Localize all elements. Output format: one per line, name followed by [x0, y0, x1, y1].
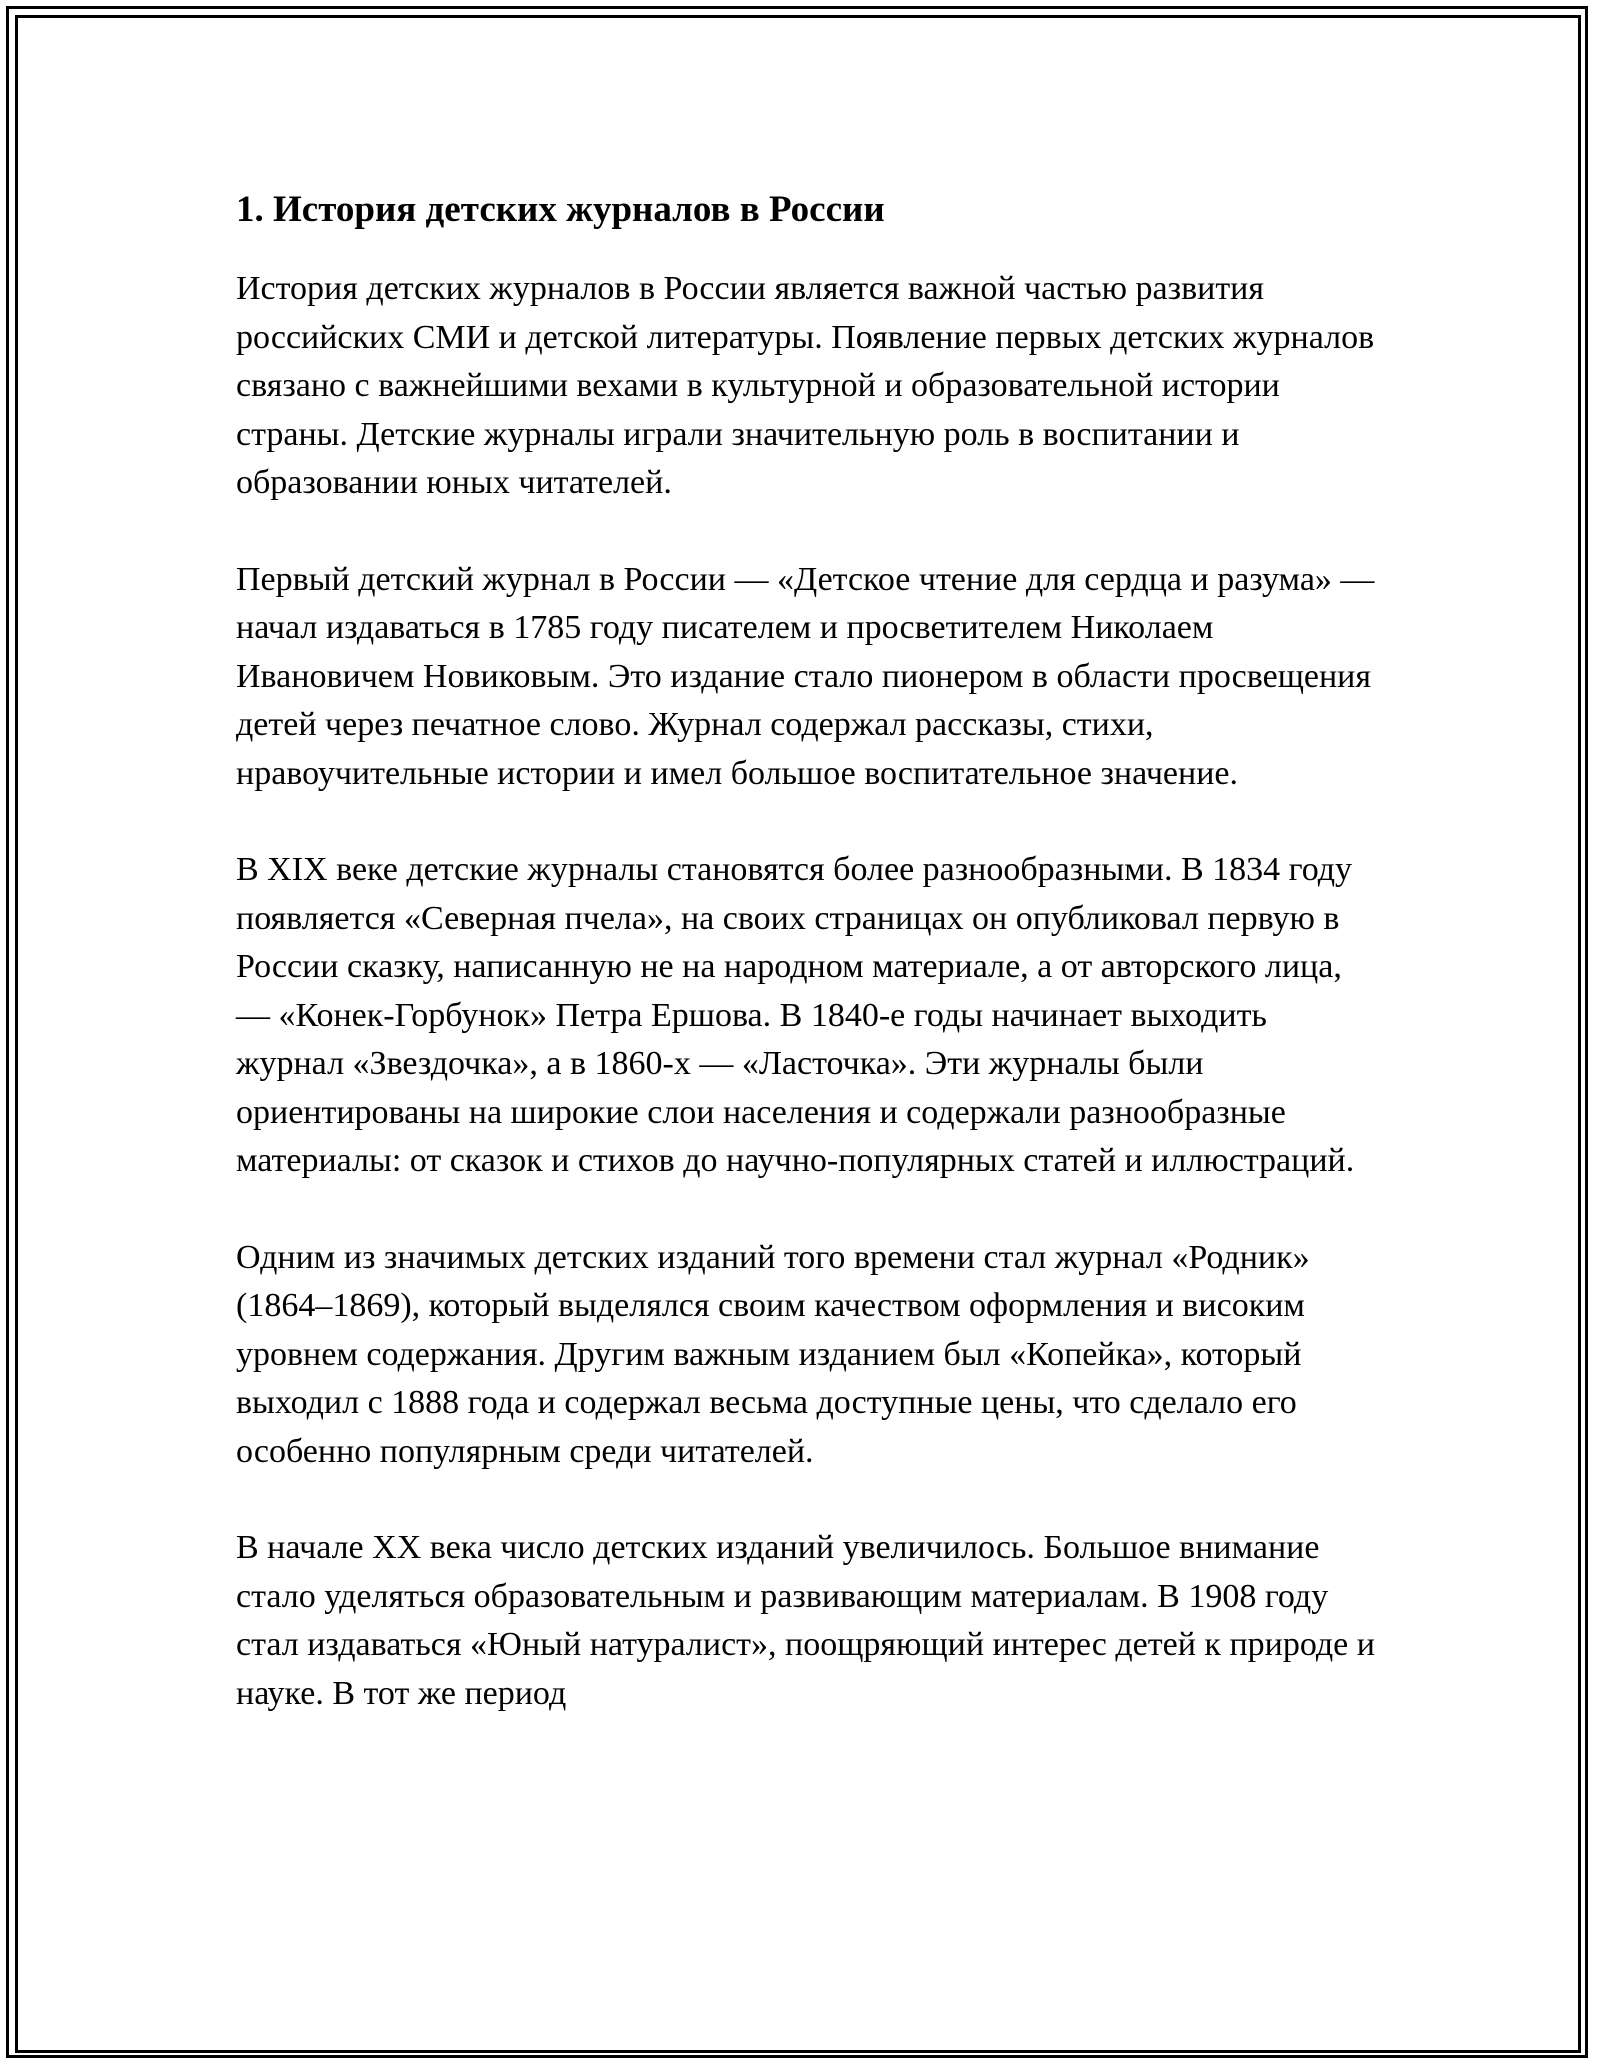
document-body — [236, 188, 1376, 1766]
paragraph-20th-century: В начале XX века число детских изданий увеличилось. Большое внимание стало уделяться образовательным и развивающим материалам. В 1908 году стал издаваться «Юный натуралист», поощряющий интерес детей к природе и науке. В тот же период — [236, 1529, 1375, 1712]
paragraph-first-journal: Первый детский журнал в России — «Детское чтение для сердца и разума» — начал издаваться в 1785 году писателем и просветителем Николаем Ивановичем Новиковым. Это издание стало пионером в области просвещения детей через печатное слово. Журнал содержал рассказы, стихи, нравоучительные истории и имел большое воспитательное значение. — [236, 560, 1375, 792]
section-heading: 1. История детских журналов в России — [236, 189, 885, 230]
paragraph-19th-century: В XIX веке детские журналы становятся более разнообразными. В 1834 году появляется «Северная пчела», на своих страницах он опубликовал первую в России сказку, написанную не на народном материале, а от авторского лица, — «Конек-Горбунок» Петра Ершова. В 1840-е годы начинает выходить журнал «Звездочка», а в 1860-х — «Ласточка». Эти журналы были ориентированы на широкие слои населения и содержали разнообразные материалы: от сказок и стихов до научно-популярных статей и иллюстраций. — [236, 851, 1355, 1179]
paragraph-intro: История детских журналов в России является важной частью развития российских СМИ и детской литературы. Появление первых детских журналов связано с важнейшими вехами в культурной и образовательной истории страны. Детские журналы играли значительную роль в воспитании и образовании юных читателей. — [236, 270, 1375, 501]
paragraph-rodnik-kopeika: Одним из значимых детских изданий того времени стал журнал «Родник» (1864–1869), который выделялся своим качеством оформления и високим уровнем содержания. Другим важным изданием был «Копейка», который выходил с 1888 года и содержал весьма доступные цены, что сделало его особенно популярным среди читателей. — [236, 1238, 1310, 1470]
